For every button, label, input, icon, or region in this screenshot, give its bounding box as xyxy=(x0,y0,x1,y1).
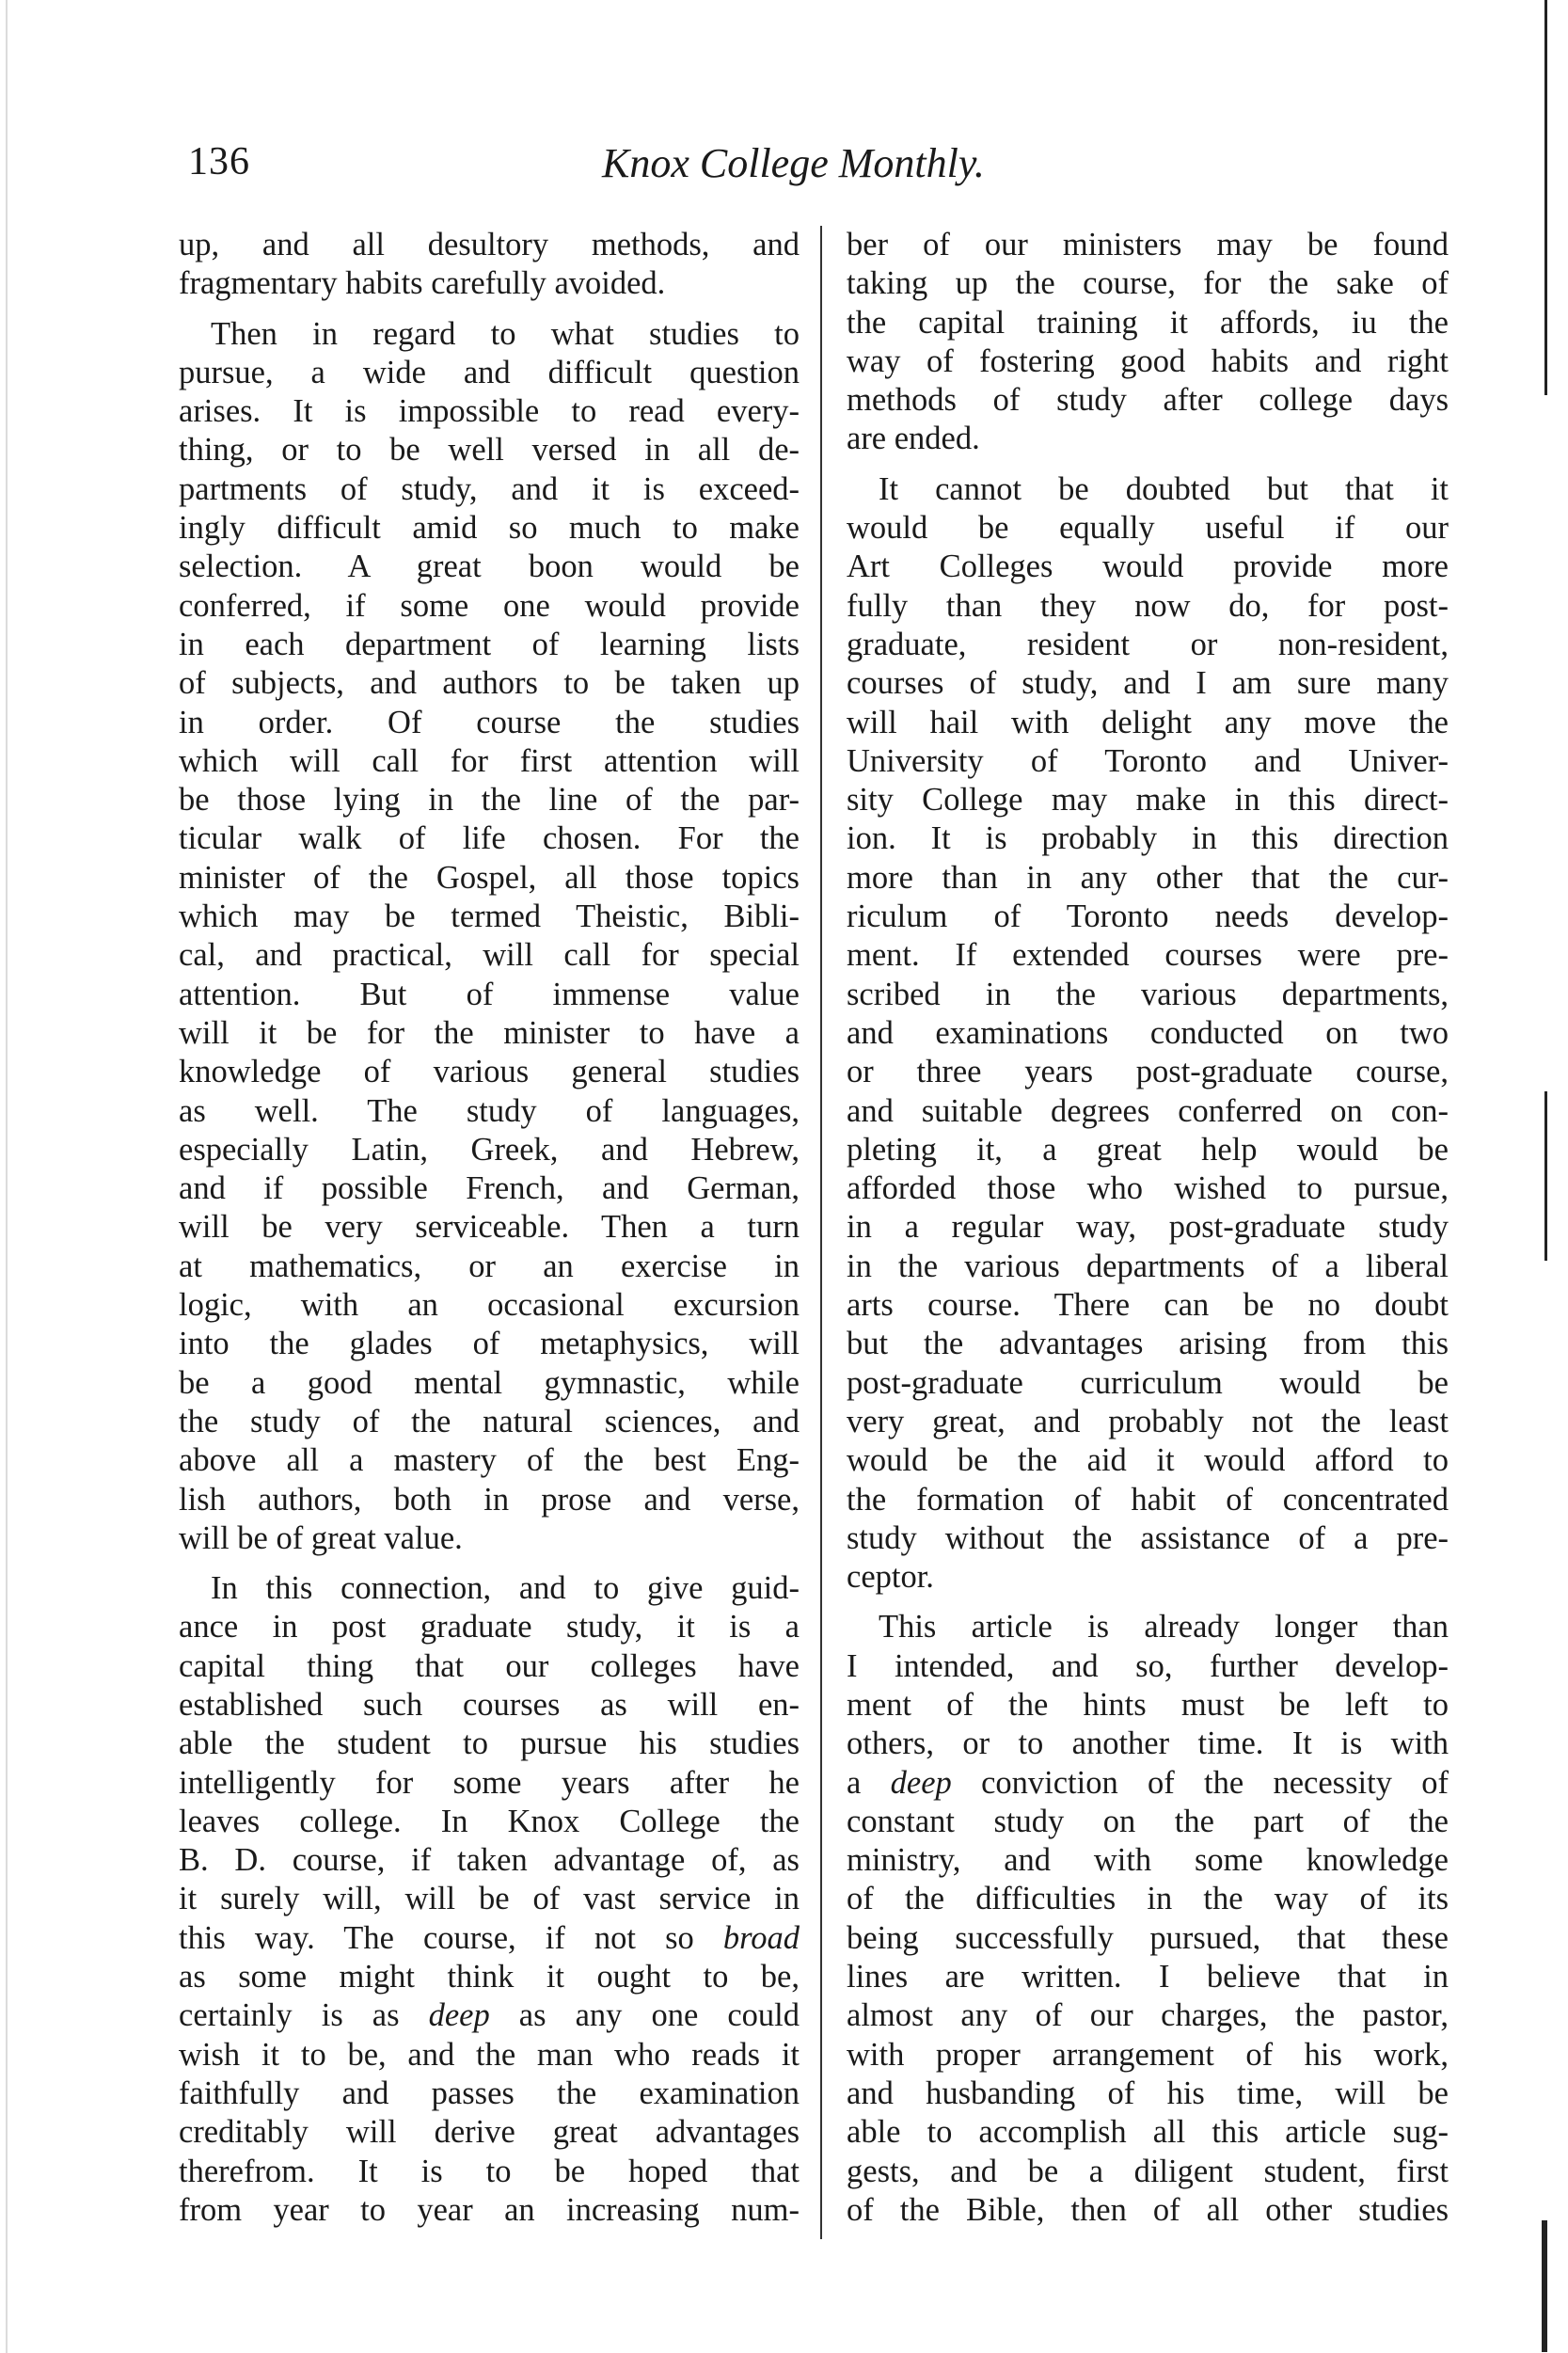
running-header xyxy=(188,139,1411,196)
text-line: post-graduate curriculum would be xyxy=(847,1364,1449,1401)
text-line: would be equally useful if our xyxy=(847,510,1449,547)
text-line: courses of study, and I am sure many xyxy=(847,665,1449,702)
text-line: with proper arrangement of his work, xyxy=(847,2036,1449,2073)
text-line: the formation of habit of concentrated xyxy=(847,1481,1449,1518)
page-number: 136 xyxy=(188,140,250,183)
text-line: almost any of our charges, the pastor, xyxy=(847,1997,1449,2034)
text-line: Then in regard to what studies to xyxy=(211,315,800,352)
text-line: afforded those who wished to pursue, xyxy=(847,1170,1449,1207)
text-line: and husbanding of his time, will be xyxy=(847,2075,1449,2111)
text-line: ion. It is probably in this direction xyxy=(847,820,1449,857)
text-line: It cannot be doubted but that it xyxy=(879,470,1449,507)
text-line: but the advantages arising from this xyxy=(847,1326,1449,1362)
right-text-column xyxy=(847,226,1449,2230)
text-line: scribed in the various departments, xyxy=(847,976,1449,1012)
text-line: will hail with delight any move the xyxy=(847,704,1449,740)
text-line: being successfully pursued, that these xyxy=(847,1919,1449,1956)
text-line: wish it to be, and the man who reads it xyxy=(179,2036,800,2073)
text-line: logic, with an occasional excursion xyxy=(179,1287,800,1324)
text-line: minister of the Gospel, all those topics xyxy=(179,859,800,896)
text-line: lines are written. I believe that in xyxy=(847,1959,1449,1995)
text-line: arts course. There can be no doubt xyxy=(847,1287,1449,1324)
text-line: attention. But of immense value xyxy=(179,976,800,1012)
text-line: in order. Of course the studies xyxy=(179,704,800,740)
text-line: B. D. course, if taken advantage of, as xyxy=(179,1842,800,1879)
text-line: taking up the course, for the sake of xyxy=(847,265,1449,302)
text-line: I intended, and so, further develop- xyxy=(847,1647,1449,1684)
running-title: Knox College Monthly. xyxy=(602,140,985,186)
text-line: way of fostering good habits and right xyxy=(847,342,1449,379)
text-line: ministry, and with some knowledge xyxy=(847,1842,1449,1879)
text-line: ber of our ministers may be found xyxy=(847,227,1449,262)
text-line: study without the assistance of a pre- xyxy=(847,1519,1449,1556)
text-line: constant study on the part of the xyxy=(847,1803,1449,1839)
text-line: be a good mental gymnastic, while xyxy=(179,1364,800,1401)
text-line: this way. The course, if not so broad xyxy=(179,1919,800,1956)
text-line: very great, and probably not the least xyxy=(847,1403,1449,1439)
paragraph-gap xyxy=(847,1597,1449,1608)
column-rule xyxy=(820,226,822,2239)
text-line: graduate, resident or non-resident, xyxy=(847,626,1449,662)
text-line: which may be termed Theistic, Bibli- xyxy=(179,898,800,935)
text-line: up, and all desultory methods, and xyxy=(179,227,800,262)
text-line: as well. The study of languages, xyxy=(179,1092,800,1129)
text-line: more than in any other that the cur- xyxy=(847,859,1449,896)
text-line: lish authors, both in prose and verse, xyxy=(179,1481,800,1518)
text-line: which will call for first attention will xyxy=(179,742,800,779)
text-line: it surely will, will be of vast service in xyxy=(179,1881,800,1917)
text-line: the capital training it affords, iu the xyxy=(847,304,1449,341)
page-edge-corner xyxy=(1542,2220,1547,2352)
text-line: sity College may make in this direct- xyxy=(847,782,1449,819)
text-line: This article is already longer than xyxy=(879,1609,1449,1646)
text-line: of the difficulties in the way of its xyxy=(847,1881,1449,1917)
text-line: leaves college. In Knox College the xyxy=(179,1803,800,1839)
text-line: into the glades of metaphysics, will xyxy=(179,1326,800,1362)
text-line: would be the aid it would afford to xyxy=(847,1442,1449,1479)
text-line: above all a mastery of the best Eng- xyxy=(179,1442,800,1479)
text-line: of the Bible, then of all other studies xyxy=(847,2191,1449,2228)
text-line: conferred, if some one would provide xyxy=(179,587,800,624)
text-line: able the student to pursue his studies xyxy=(179,1725,800,1762)
text-line: ment of the hints must be left to xyxy=(847,1686,1449,1723)
text-line: thing, or to be well versed in all de- xyxy=(179,432,800,469)
paragraph-gap xyxy=(179,304,800,315)
text-line: ingly difficult amid so much to make xyxy=(179,510,800,547)
text-line: knowledge of various general studies xyxy=(179,1054,800,1090)
text-line: others, or to another time. It is with xyxy=(847,1725,1449,1762)
text-line: Art Colleges would provide more xyxy=(847,549,1449,585)
text-line: creditably will derive great advantages xyxy=(179,2114,800,2151)
left-text-column xyxy=(179,226,800,2230)
text-line: gests, and be a diligent student, first xyxy=(847,2153,1449,2189)
text-line: especially Latin, Greek, and Hebrew, xyxy=(179,1131,800,1168)
text-line: capital thing that our colleges have xyxy=(179,1647,800,1684)
text-line: ticular walk of life chosen. For the xyxy=(179,820,800,857)
text-line: will be of great value. xyxy=(179,1519,463,1556)
page-edge-shadow xyxy=(1544,0,1547,395)
text-line: in a regular way, post-graduate study xyxy=(847,1209,1449,1246)
text-line: at mathematics, or an exercise in xyxy=(179,1248,800,1284)
text-line: from year to year an increasing num- xyxy=(179,2191,800,2228)
text-line: a deep conviction of the necessity of xyxy=(847,1764,1449,1801)
text-line: fragmentary habits carefully avoided. xyxy=(179,265,666,302)
text-line: of subjects, and authors to be taken up xyxy=(179,665,800,702)
text-line: be those lying in the line of the par- xyxy=(179,782,800,819)
text-line: and suitable degrees conferred on con- xyxy=(847,1092,1449,1129)
text-line: cal, and practical, will call for special xyxy=(179,937,800,974)
text-line: therefrom. It is to be hoped that xyxy=(179,2153,800,2189)
page-edge-shadow-lower xyxy=(1544,1091,1547,1261)
text-line: riculum of Toronto needs develop- xyxy=(847,898,1449,935)
text-line: pleting it, a great help would be xyxy=(847,1131,1449,1168)
text-line: pursue, a wide and difficult question xyxy=(179,354,800,390)
text-line: in the various departments of a liberal xyxy=(847,1248,1449,1284)
text-line: ment. If extended courses were pre- xyxy=(847,937,1449,974)
text-line: in each department of learning lists xyxy=(179,626,800,662)
text-line: selection. A great boon would be xyxy=(179,549,800,585)
binding-edge xyxy=(6,0,8,2353)
text-line: will it be for the minister to have a xyxy=(179,1014,800,1051)
paragraph-gap xyxy=(179,1558,800,1569)
text-line: able to accomplish all this article sug- xyxy=(847,2114,1449,2151)
text-line: or three years post-graduate course, xyxy=(847,1054,1449,1090)
text-line: In this connection, and to give guid- xyxy=(211,1570,800,1607)
text-line: established such courses as will en- xyxy=(179,1686,800,1723)
text-line: and if possible French, and German, xyxy=(179,1170,800,1207)
text-line: methods of study after college days xyxy=(847,382,1449,419)
text-line: ceptor. xyxy=(847,1559,934,1596)
text-line: will be very serviceable. Then a turn xyxy=(179,1209,800,1246)
text-line: as some might think it ought to be, xyxy=(179,1959,800,1995)
text-line: arises. It is impossible to read every- xyxy=(179,393,800,430)
text-line: intelligently for some years after he xyxy=(179,1764,800,1801)
text-line: certainly is as deep as any one could xyxy=(179,1997,800,2034)
text-line: are ended. xyxy=(847,421,980,457)
text-line: and examinations conducted on two xyxy=(847,1014,1449,1051)
paragraph-gap xyxy=(847,459,1449,470)
text-line: faithfully and passes the examination xyxy=(179,2075,800,2111)
text-line: the study of the natural sciences, and xyxy=(179,1403,800,1439)
text-line: ance in post graduate study, it is a xyxy=(179,1609,800,1646)
text-line: partments of study, and it is exceed- xyxy=(179,470,800,507)
text-line: fully than they now do, for post- xyxy=(847,587,1449,624)
text-line: University of Toronto and Univer- xyxy=(847,742,1449,779)
